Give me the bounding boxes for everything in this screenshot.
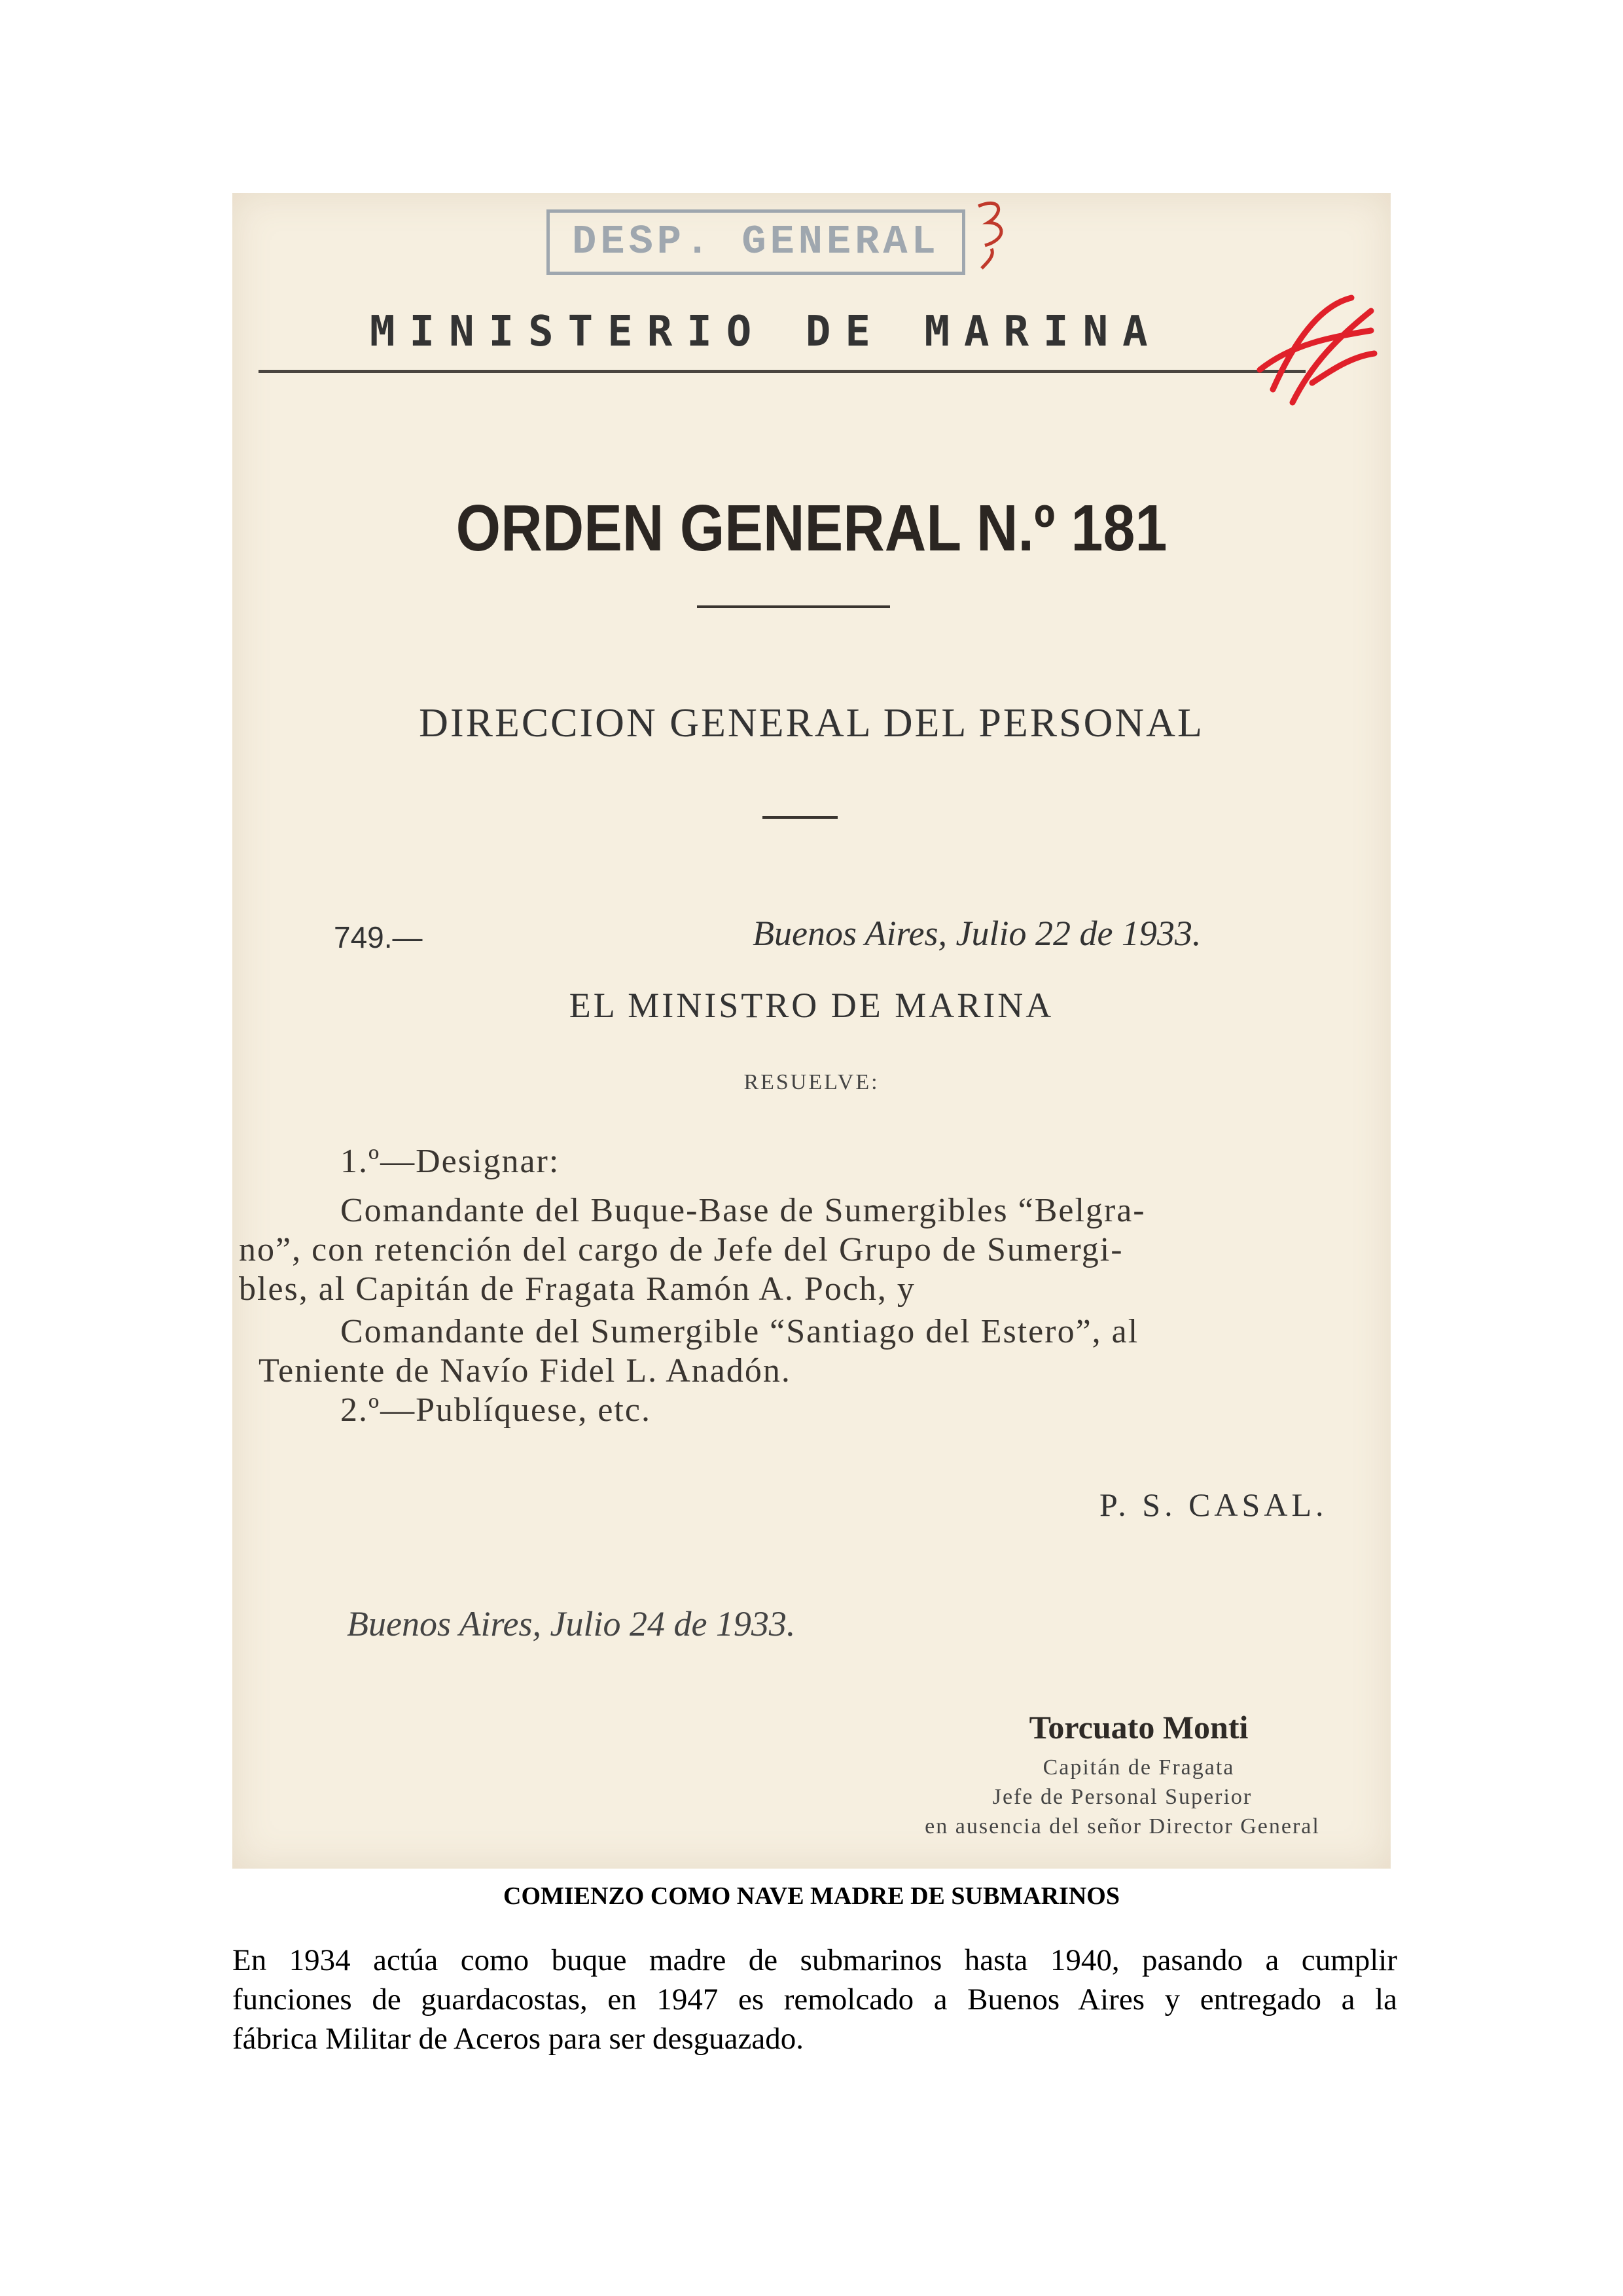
paragraph-line: En 1934 actúa como buque madre de submarinos hasta 1940, pasando a cumplir — [232, 1943, 1397, 1977]
body-line: Teniente de Navío Fidel L. Anadón. — [259, 1352, 791, 1390]
red-handwritten-mark — [1253, 291, 1378, 409]
signature-role: Jefe de Personal Superior — [992, 1785, 1253, 1809]
order-number: 749.— — [334, 920, 423, 954]
second-date: Buenos Aires, Julio 24 de 1933. — [347, 1604, 796, 1643]
header-rule — [259, 370, 1306, 373]
body-line: no”, con retención del cargo de Jefe del Grupo de Sumergi- — [239, 1231, 1124, 1268]
direction-heading: DIRECCION GENERAL DEL PERSONAL — [419, 701, 1204, 745]
figure-caption: COMIENZO COMO NAVE MADRE DE SUBMARINOS — [503, 1882, 1120, 1910]
title-rule — [697, 605, 890, 608]
order-title: ORDEN GENERAL N.º 181 — [455, 492, 1168, 565]
body-line: 1.º—Designar: — [340, 1143, 560, 1180]
body-line: Comandante del Buque-Base de Sumergibles “Belgra- — [340, 1192, 1146, 1229]
minister-heading: EL MINISTRO DE MARINA — [569, 986, 1054, 1025]
signature-casal: P. S. CASAL. — [1099, 1486, 1328, 1523]
scanned-document — [232, 193, 1391, 1869]
resolves-heading: RESUELVE: — [743, 1070, 880, 1094]
heading-rule — [762, 816, 838, 819]
signature-note: en ausencia del señor Director General — [925, 1814, 1320, 1839]
body-line: bles, al Capitán de Fragata Ramón A. Poch, y — [239, 1270, 916, 1308]
signature-rank: Capitán de Fragata — [1043, 1755, 1235, 1780]
handwritten-stamp-mark — [965, 193, 1024, 272]
ministry-header: MINISTERIO DE MARINA — [370, 308, 1162, 356]
signature-monti: Torcuato Monti — [1029, 1709, 1249, 1746]
paragraph-line: fábrica Militar de Aceros para ser desguazado. — [232, 2022, 804, 2056]
desp-general-stamp: DESP. GENERAL — [546, 209, 965, 275]
body-paragraph — [232, 1941, 1397, 2058]
body-line: 2.º—Publíquese, etc. — [340, 1391, 651, 1429]
order-date: Buenos Aires, Julio 22 de 1933. — [753, 914, 1202, 953]
body-line: Comandante del Sumergible “Santiago del Estero”, al — [340, 1313, 1139, 1350]
paragraph-line: funciones de guardacostas, en 1947 es remolcado a Buenos Aires y entregado a la — [232, 1982, 1397, 2017]
